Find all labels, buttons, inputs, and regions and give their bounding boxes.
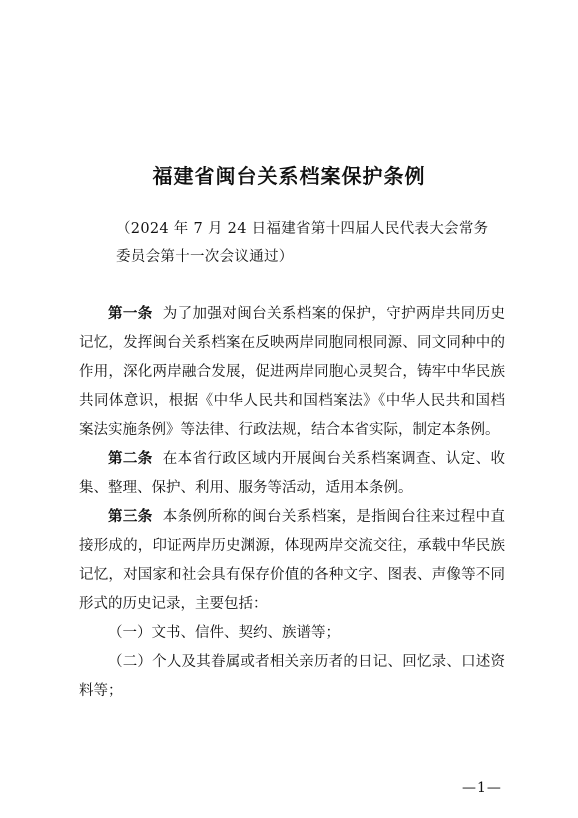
article-2 (79, 445, 505, 503)
list-item: （一）文书、信件、契约、族谱等； (108, 625, 340, 641)
article-2-text: 在本省行政区域内开展闽台关系档案调查、认定、收集、整理、保护、利用、服务等活动，适用本条例。 (79, 451, 506, 496)
document-title: 福建省闽台关系档案保护条例 (152, 164, 426, 188)
article-3 (79, 503, 505, 619)
article-3-label: 第三条 (108, 509, 153, 525)
article-3-text: 本条例所称的闽台关系档案，是指闽台往来过程中直接形成的，印证两岸历史渊源，体现两岸交流交往，承载中华民族记忆，对国家和社会具有保存价值的各种文字、图表、声像等不同形式的历史记录，主要包括： (79, 509, 506, 612)
article-1-label: 第一条 (108, 306, 153, 322)
article-1 (79, 300, 505, 445)
adoption-note-line-1: （2024 年 7 月 24 日福建省第十四届人民代表大会常务 (116, 221, 489, 237)
adoption-note-line-2: 委员会第十一次会议通过） (116, 249, 294, 265)
article-1-text: 为了加强对闽台关系档案的保护，守护两岸共同历史记忆，发挥闽台关系档案在反映两岸同胞同根同源、同文同种中的作用，深化两岸融合发展，促进两岸同胞心灵契合，铸牢中华民族共同体意识，根据《中华人民共和国档案法》《中华人民共和国档案法实施条例》等法律、行政法规，结合本省实际，制定本条例。 (79, 306, 506, 438)
list-item: （二）个人及其眷属或者相关亲历者的日记、回忆录、口述资料等； (79, 654, 505, 699)
document-body (79, 300, 505, 706)
page-number: —1— (462, 780, 502, 796)
article-2-label: 第二条 (108, 451, 153, 467)
